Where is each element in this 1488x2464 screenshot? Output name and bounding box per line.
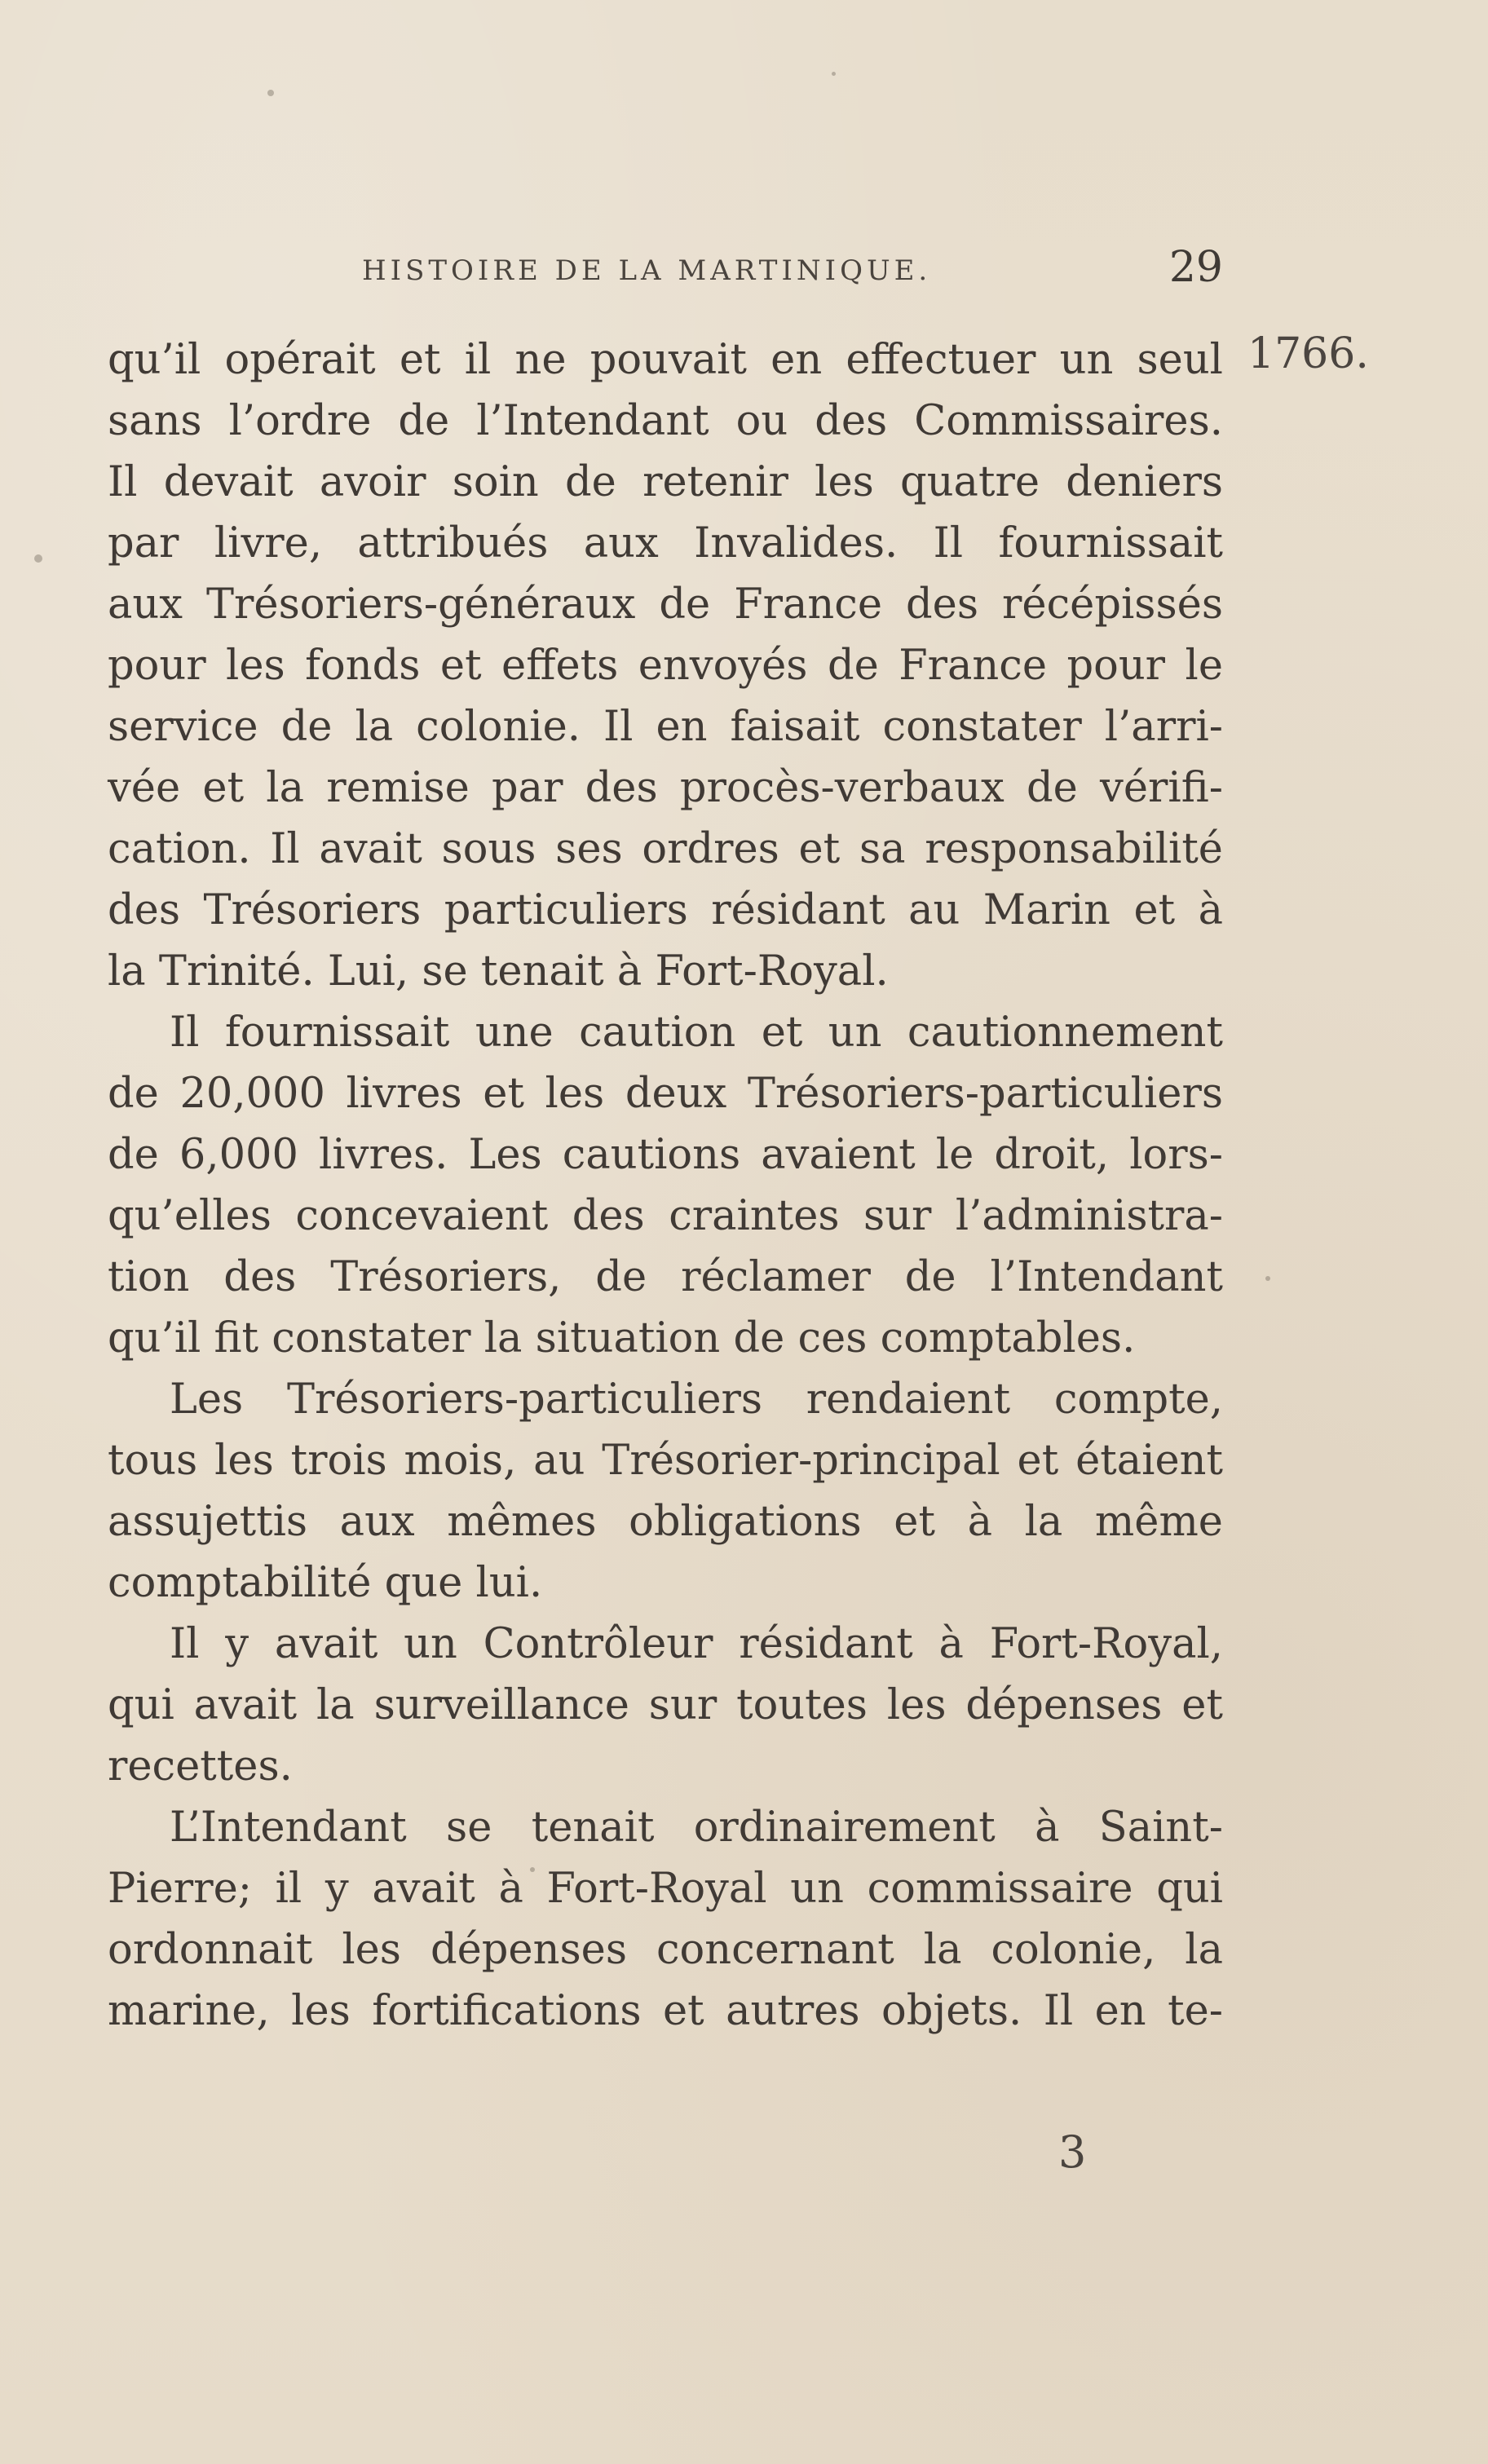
text-line: qu’elles concevaient des craintes sur l’administra- — [108, 1192, 1223, 1240]
text-line: tion des Trésoriers, de réclamer de l’Intendant — [108, 1253, 1223, 1301]
text-line: cation. Il avait sous ses ordres et sa responsabilité — [108, 825, 1223, 873]
paragraph-start: Il y avait un Contrôleur résidant à Fort-Royal, — [170, 1620, 1223, 1668]
text-line: ordonnait les dépenses concernant la colonie, la — [108, 1926, 1223, 1974]
text-line: aux Trésoriers-généraux de France des récépissés — [108, 581, 1223, 629]
text-line: vée et la remise par des procès-verbaux de vérifi- — [108, 764, 1223, 812]
margin-year-note: 1766. — [1247, 329, 1369, 378]
page-number: 29 — [1168, 243, 1223, 292]
text-line: de 20,000 livres et les deux Trésoriers-particuliers — [108, 1070, 1223, 1118]
text-line: pour les fonds et effets envoyés de France pour le — [108, 642, 1223, 690]
text-line: comptabilité que lui. — [108, 1559, 543, 1607]
text-line: de 6,000 livres. Les cautions avaient le droit, lors- — [108, 1131, 1223, 1179]
signature-mark: 3 — [1058, 2126, 1087, 2178]
text-line: sans l’ordre de l’Intendant ou des Commissaires. — [108, 397, 1223, 445]
running-header — [362, 243, 1223, 295]
text-line: qu’il opérait et il ne pouvait en effectuer un seul — [108, 336, 1223, 384]
paper-speck — [34, 554, 42, 563]
paper-speck — [530, 1867, 535, 1872]
text-line: qu’il fit constater la situation de ces comptables. — [108, 1314, 1136, 1362]
paragraph-start: L’Intendant se tenait ordinairement à Saint- — [170, 1804, 1223, 1852]
running-title: HISTOIRE DE LA MARTINIQUE. — [362, 254, 932, 287]
text-line: des Trésoriers particuliers résidant au Marin et à — [108, 886, 1223, 934]
paragraph-start: Il fournissait une caution et un cautionnement — [170, 1009, 1223, 1057]
paragraph-start: Les Trésoriers-particuliers rendaient compte, — [170, 1376, 1223, 1424]
text-line: marine, les fortifications et autres objets. Il en te- — [108, 1987, 1223, 2035]
paper-speck — [832, 72, 836, 76]
text-line: Pierre; il y avait à Fort-Royal un commissaire qui — [108, 1865, 1223, 1913]
text-line: assujettis aux mêmes obligations et à la même — [108, 1498, 1223, 1546]
paper-speck — [267, 90, 274, 96]
text-line: qui avait la surveillance sur toutes les dépenses et — [108, 1681, 1223, 1729]
body-text — [108, 329, 1223, 2042]
paper-speck — [1265, 1276, 1270, 1281]
text-line: la Trinité. Lui, se tenait à Fort-Royal. — [108, 947, 889, 996]
text-line: service de la colonie. Il en faisait constater l’arri- — [108, 703, 1223, 751]
text-line: tous les trois mois, au Trésorier-principal et étaient — [108, 1437, 1223, 1485]
text-line: Il devait avoir soin de retenir les quatre deniers — [108, 458, 1223, 506]
text-line: recettes. — [108, 1742, 293, 1791]
text-line: par livre, attribués aux Invalides. Il fournissait — [108, 519, 1223, 567]
